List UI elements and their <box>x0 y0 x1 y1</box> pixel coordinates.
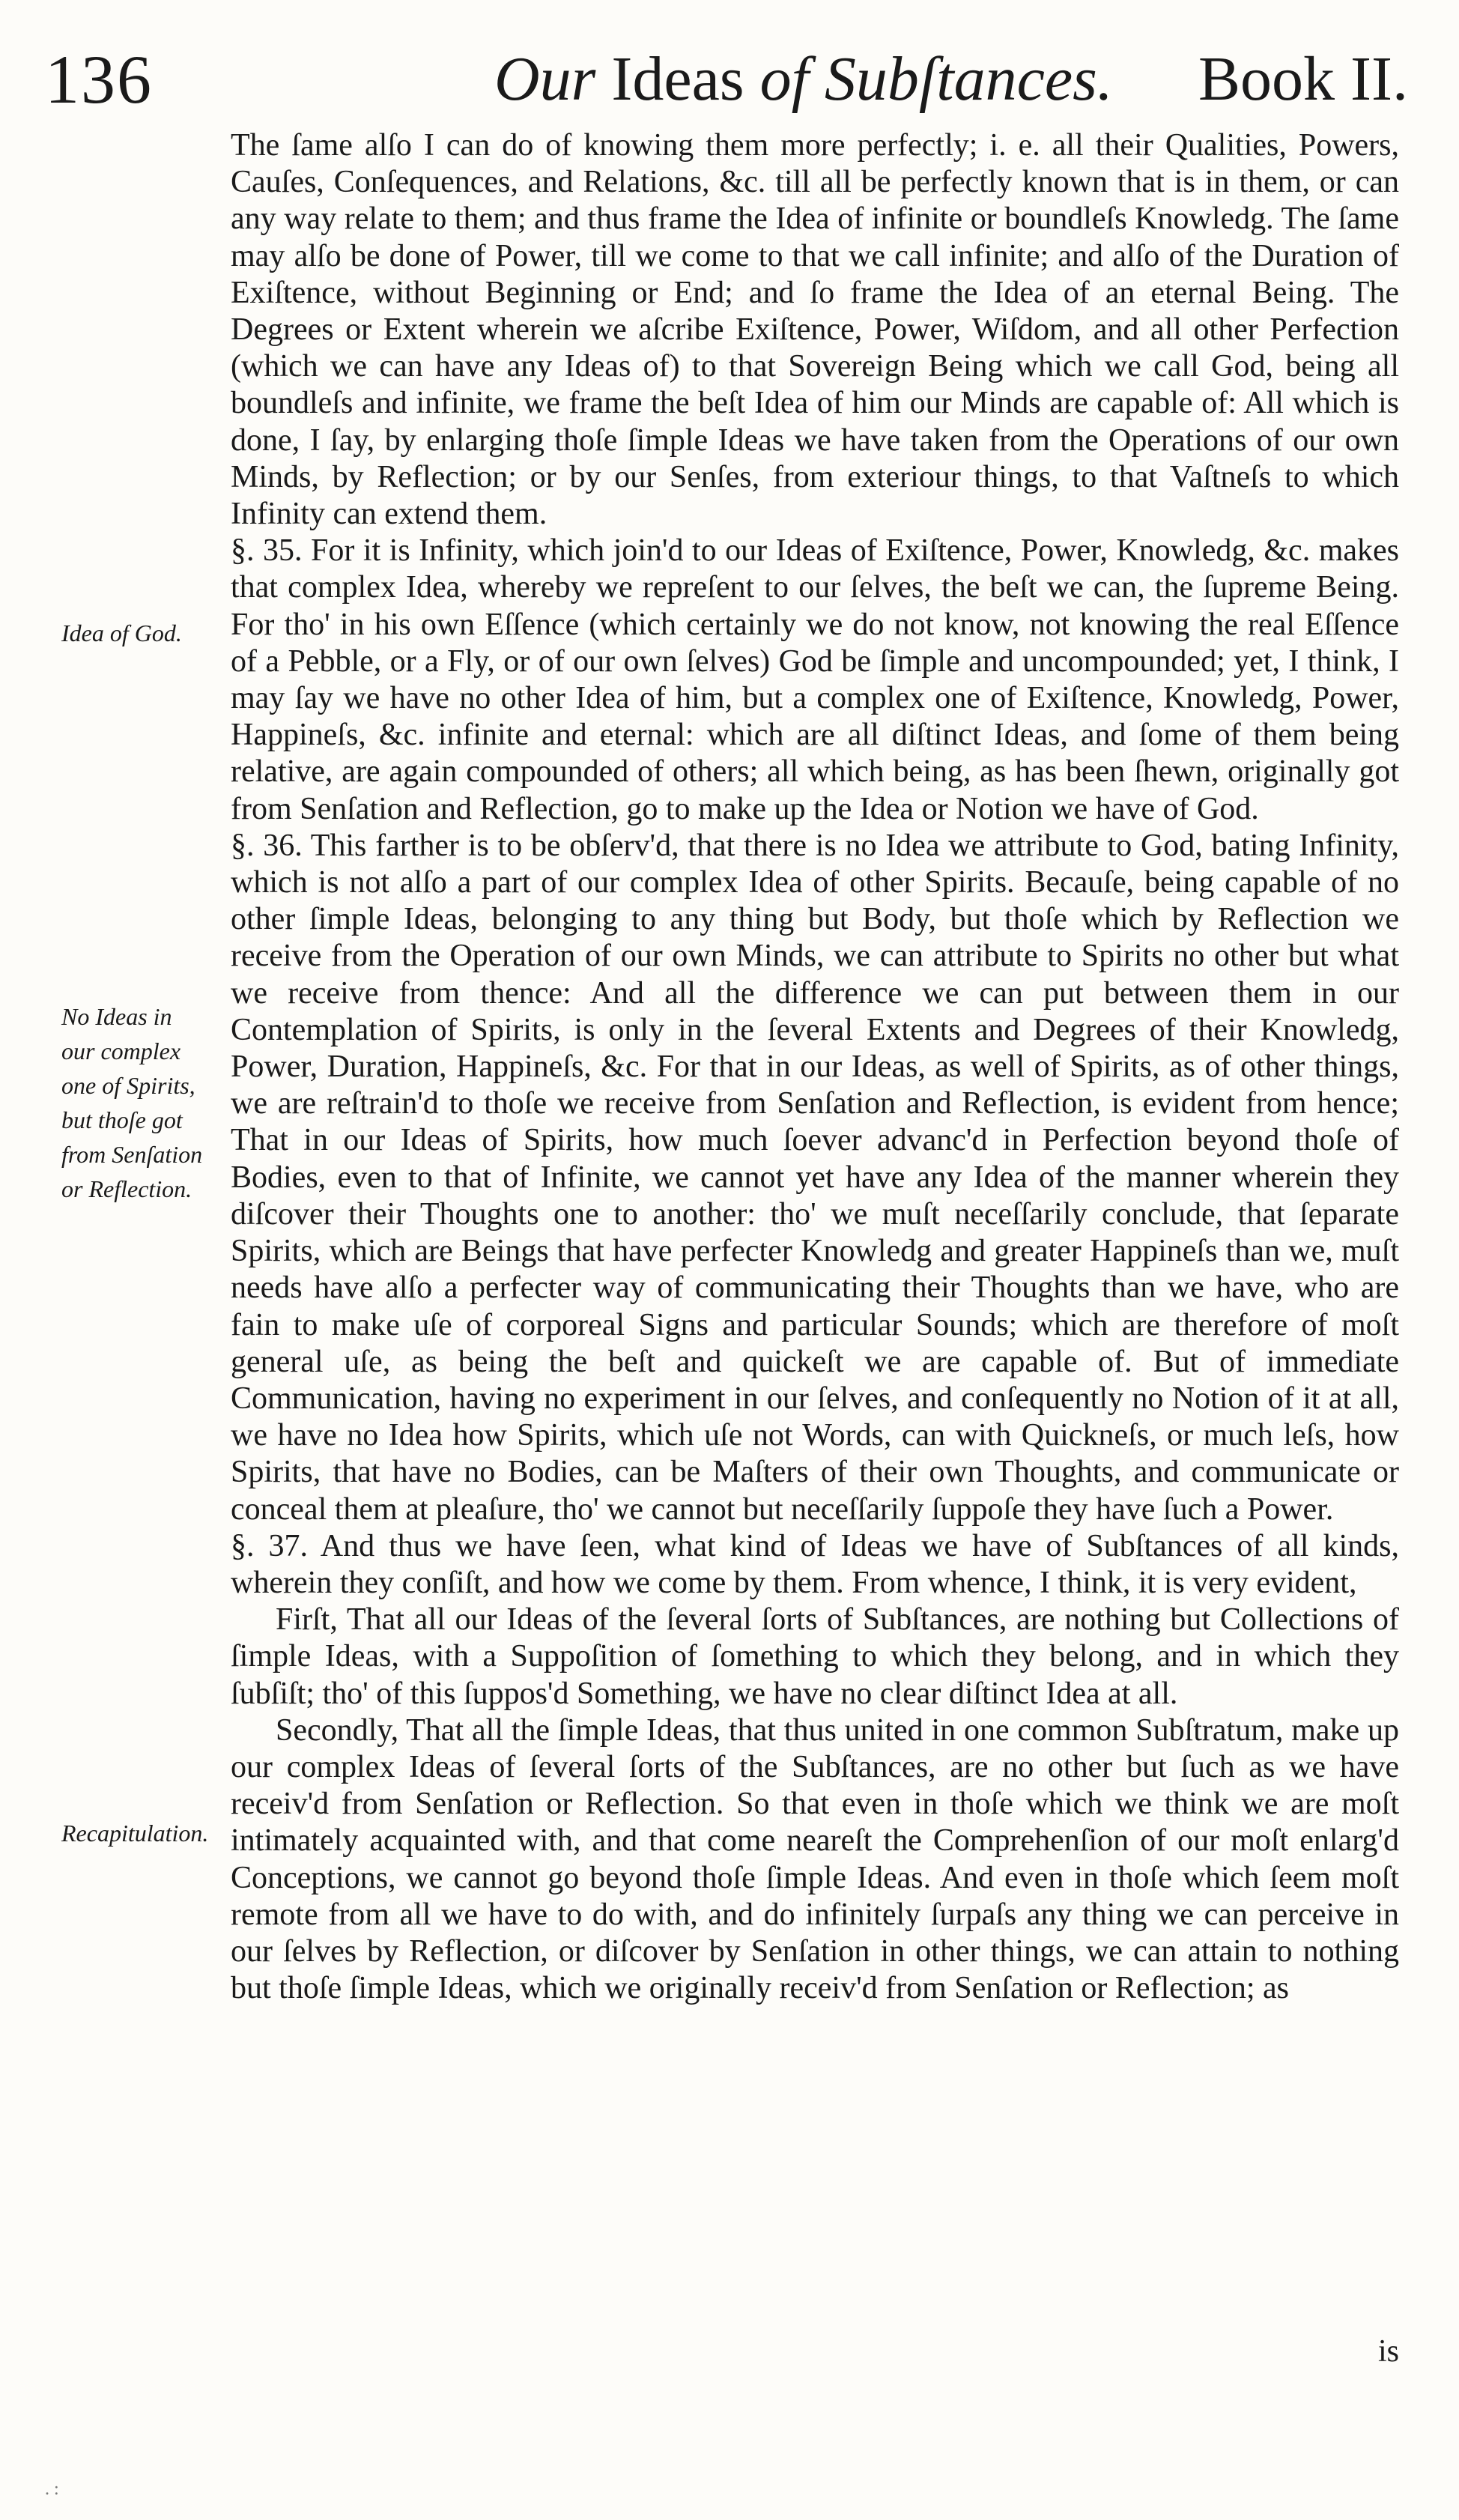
paragraph-secondly: Secondly, That all the ſimple Ideas, that thus united in one common Subſtratum, make up our complex Ideas of ſeveral ſorts of the Subſtances, are no other but ſuch as we have receiv'd from Senſation or Reflection. So that even in thoſe which we think we are moſt intimately acquainted with, and that come neareſt the Comprehenſion of our moſt enlarg'd Conceptions, we cannot go beyond thoſe ſimple Ideas. And even in thoſe which ſeem moſt remote from all we have to do with, and do infinitely ſurpaſs any thing we can perceive in our ſelves by Reflection, or diſcover by Senſation in other things, we can attain to nothing but thoſe ſimple Ideas, which we originally receiv'd from Senſation or Reflection; as <box>231 1712 1399 2006</box>
paragraph-section-35: §. 35. For it is Infinity, which join'd to our Ideas of Exiſtence, Power, Knowledg, &c. makes that complex Idea, whereby we repreſent to our ſelves, the beſt we can, the ſupreme Being. For tho' in his own Eſſence (which certainly we do not know, not knowing the real Eſſence of a Pebble, or a Fly, or of our own ſelves) God be ſimple and uncompounded; yet, I think, I may ſay we have no other Idea of him, but a complex one of Exiſtence, Knowledg, Power, Happineſs, &c. infinite and eternal: which are all diſtinct Ideas, and ſome of them being relative, are again compounded of others; all which being, as has been ſhewn, originally got from Senſation and Reflection, go to make up the Idea or Notion we have of God. <box>231 533 1399 826</box>
page-header <box>45 41 1408 135</box>
running-title-substances: of Subſtances. <box>759 44 1113 114</box>
catchword: is <box>1377 2334 1399 2369</box>
margin-note-idea-of-god: Idea of God. <box>61 620 182 646</box>
body-text <box>231 127 1399 2007</box>
running-title-our: Our <box>494 44 596 114</box>
running-title <box>494 44 1113 114</box>
paragraph-intro: The ſame alſo I can do of knowing them more perfectly; i. e. all their Qualities, Powers, Cauſes, Conſequences, and Relations, &c. till all be perfectly known that is in them, or can any way relate to them; and thus frame the Idea of infinite or boundleſs Knowledg. The ſame may alſo be done of Power, till we come to that we call infinite; and alſo of the Duration of Exiſtence, without Beginning or End; and ſo frame the Idea of an eternal Being. The Degrees or Extent wherein we aſcribe Exiſtence, Power, Wiſdom, and all other Perfection (which we can have any Ideas of) to that Sovereign Being which we call God, being all boundleſs and infinite, we frame the beſt Idea of him our Minds are capable of: All which is done, I ſay, by enlarging thoſe ſimple Ideas we have taken from the Operations of our own Minds, by Reflection; or by our Senſes, from exteriour things, to that Vaſtneſs to which Infinity can extend them. <box>231 128 1399 532</box>
paragraph-section-36: §. 36. This farther is to be obſerv'd, that there is no Idea we attribute to God, bating Infinity, which is not alſo a part of our complex Idea of other Spirits. Becauſe, being capable of no other ſimple Ideas, belonging to any thing but Body, but thoſe which by Reflection we receive from the Operation of our own Minds, we can attribute to Spirits no other but what we receive from thence: And all the difference we can put between them in our Contemplation of Spirits, is only in the ſeveral Extents and Degrees of their Knowledg, Power, Duration, Happineſs, &c. For that in our Ideas, as well of Spirits, as of other things, we are reſtrain'd to thoſe we receive from Senſation and Reflection, is evident from hence; That in our Ideas of Spirits, how much ſoever advanc'd in Perfection beyond thoſe of Bodies, even to that of Infinite, we cannot yet have any Idea of the manner wherein they diſcover their Thoughts one to another: tho' we muſt neceſſarily conclude, that ſeparate Spirits, which are Beings that have perfecter Knowledg and greater Happineſs than we, muſt needs have alſo a perfecter way of communicating their Thoughts than we have, who are fain to make uſe of corporeal Signs and particular Sounds; which are therefore of moſt general uſe, as being the beſt and quickeſt we are capable of. But of immediate Communication, having no experiment in our ſelves, and conſequently no Notion of it at all, we have no Idea how Spirits, which uſe not Words, can with Quickneſs, or much leſs, how Spirits, that have no Bodies, can be Maſters of their own Thoughts, and communicate or conceal them at pleaſure, tho' we cannot but neceſſarily ſuppoſe they have ſuch a Power. <box>231 828 1399 1527</box>
paragraph-first: Firſt, That all our Ideas of the ſeveral ſorts of Subſtances, are nothing but Collections of ſimple Ideas, with a Suppoſition of ſomething to which they belong, and in which they ſubſiſt; tho' of this ſuppos'd Something, we have no clear diſtinct Idea at all. <box>231 1602 1399 1711</box>
margin-note-no-ideas: No Ideas in our complex one of Spirits, but thoſe got from Senſation or Reflection. <box>61 1003 203 1202</box>
margin-note-recapitulation: Recapitulation. <box>61 1820 209 1847</box>
running-title-ideas: Ideas <box>611 44 744 114</box>
page-number: 136 <box>45 41 153 118</box>
book-label: Book II. <box>1198 44 1408 114</box>
stray-print-mark: . : <box>45 2480 59 2499</box>
paragraph-section-37: §. 37. And thus we have ſeen, what kind of Ideas we have of Subſtances of all kinds, wherein they conſiſt, and how we come by them. From whence, I think, it is very evident, <box>231 1528 1399 1600</box>
